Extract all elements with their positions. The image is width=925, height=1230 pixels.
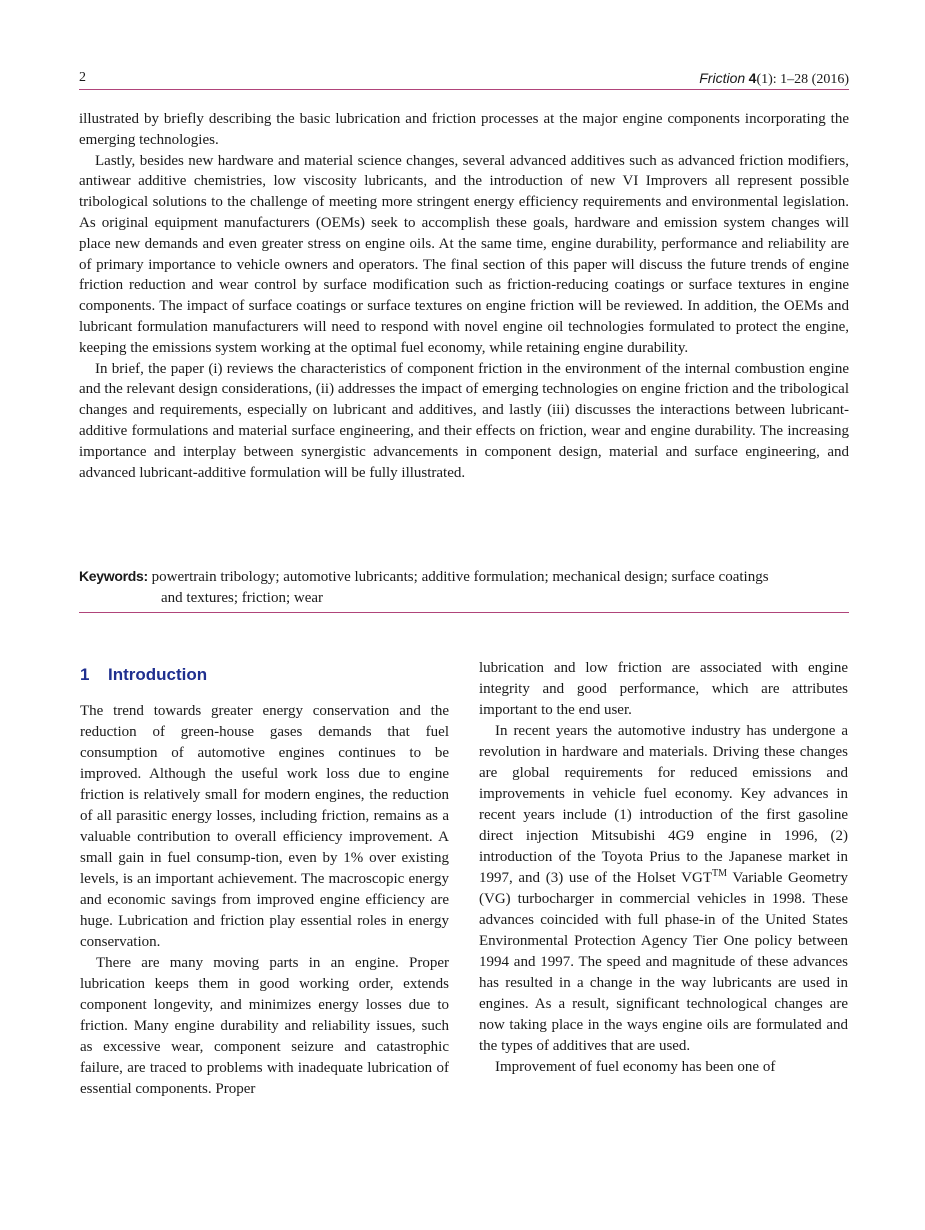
section-title: Introduction <box>108 665 208 684</box>
intro-paragraph-2: There are many moving parts in an engine. Proper lubrication keeps them in good working order, extends component longevity, and minimizes energy losses due to friction. Many engine durability and reliability issues, such as excessive wear, component seizure and catastrophic failure, are traced to problems with inadequate lubrication of essential components. Proper <box>80 955 449 1097</box>
abstract-paragraph-3: In brief, the paper (i) reviews the characteristics of component friction in the environment of the internal combustion engine and the relevant design considerations, (ii) addresses the impact of emerging technologies on engine friction and the tribological changes and requirements, especially on lubricant and additives, and lastly (iii) discusses the interactions between lubricant-additive formulations and material surface engineering, and their effects on friction, wear and engine durability. The increasing importance and interplay between synergistic advancements in component design, material and surface engineering, and advanced lubricant-additive formulation will be fully illustrated. <box>79 360 849 481</box>
journal-name: Friction <box>699 70 746 86</box>
keywords-label: Keywords: <box>79 568 148 584</box>
keywords-line-2: and textures; friction; wear <box>161 590 324 606</box>
page-number: 2 <box>79 70 86 85</box>
intro-paragraph-3-part-a: In recent years the automotive industry has undergone a revolution in hardware and materials. Driving these changes are global requirements for reduced emissions and improvements in vehicle fuel economy. Key advances in recent years include (1) introduction of the first gasoline direct injection Mitsubishi 4G9 engine in 1996, (2) introduction of the Toyota Prius to the Japanese market in 1997, and (3) use of the Holset VGT <box>479 723 848 886</box>
intro-paragraph-2-continued: lubrication and low friction are associated with engine integrity and good performance, which are attributes important to the end user. <box>479 660 848 718</box>
intro-paragraph-3-part-b: Variable Geometry (VG) turbocharger in commercial vehicles in 1998. These advances coincided with full phase-in of the United States Environmental Protection Agency Tier One policy between 1994 and 1997. The speed and magnitude of these advances has resulted in a change in the way lubricants are used in engines. As a result, significant technological changes are now taking place in the ways engine oils are formulated and the types of additives that are used. <box>479 870 849 1054</box>
right-column <box>479 658 848 1078</box>
intro-paragraph-4: Improvement of fuel economy has been one of <box>495 1059 776 1075</box>
section-heading <box>80 664 449 686</box>
section-number: 1 <box>80 665 90 684</box>
trademark-mark: TM <box>712 868 728 879</box>
keywords-text-1: powertrain tribology; automotive lubricants; additive formulation; mechanical design; surface coatings <box>151 569 769 585</box>
page-header <box>79 69 849 90</box>
left-column <box>80 658 449 1100</box>
keywords-divider <box>79 612 849 613</box>
intro-paragraph-3 <box>479 721 848 1057</box>
intro-paragraph-1: The trend towards greater energy conservation and the reduction of green-house gases demands that fuel consumption of automotive engines continues to be improved. Although the useful work loss due to engine friction is relatively small for modern engines, the reduction of all parasitic energy losses, including friction, remains as a valuable contribution to overall efficiency improvement. A small gain in fuel consump-tion, even by 1% over existing levels, is an important achievement. The macroscopic energy and economic savings from improved engine efficiency are huge. Lubrication and friction play essential roles in energy conservation. <box>80 703 449 950</box>
abstract-paragraph-1: illustrated by briefly describing the basic lubrication and friction processes at the major engine components incorporating the emerging technologies. <box>79 111 849 148</box>
journal-issue-pages-year: (1): 1–28 (2016) <box>756 72 849 87</box>
keywords-line-1 <box>79 566 849 588</box>
journal-citation <box>699 70 849 88</box>
journal-volume: 4 <box>748 70 757 86</box>
abstract <box>79 109 849 483</box>
abstract-paragraph-2: Lastly, besides new hardware and material science changes, several advanced additives such as advanced friction modifiers, antiwear additive chemistries, low viscosity lubricants, and the introduction of new VI Improvers all represent possible tribological solutions to the challenge of meeting more stringent energy efficiency requirements and environmental legislation. As original equipment manufacturers (OEMs) seek to accomplish these goals, hardware and emission system changes will place new demands and even greater stress on engine oils. At the same time, engine durability, performance and reliability are of primary importance to vehicle owners and operators. The final section of this paper will discuss the future trends of engine friction reduction and wear control by surface modification such as friction-reducing coatings or surface textures in engine components. The impact of surface coatings or surface textures on engine friction will be reviewed. In addition, the OEMs and lubricant formulation manufacturers will need to respond with novel engine oil technologies formulated to protect the engine, keeping the emissions system working at the optimal fuel economy, while retaining engine durability. <box>79 152 849 356</box>
keywords <box>79 566 849 609</box>
